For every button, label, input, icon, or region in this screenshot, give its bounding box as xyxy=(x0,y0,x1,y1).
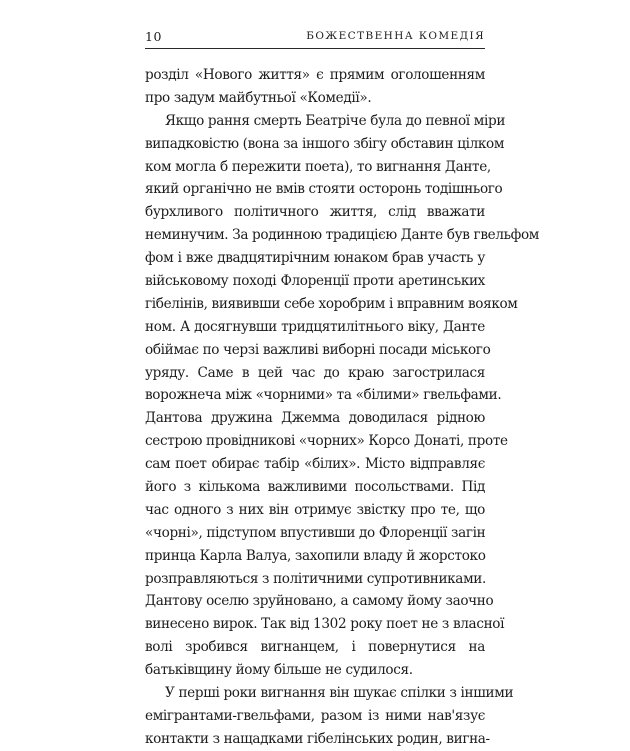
text-line: військовому поході Флоренції проти аретинських xyxy=(145,273,485,290)
text-line: гібелінів, виявивши себе хоробрим і вправним вояком xyxy=(145,295,518,312)
text-line: емігрантами-гвельфами, разом із ними нав'язує xyxy=(145,707,485,724)
text-line: бурхливого політичного життя, слід вважати xyxy=(145,204,485,221)
text-line: обіймає по черзі важливі виборні посади міського xyxy=(145,341,491,358)
body-text xyxy=(145,64,540,751)
text-line: випадковістю (вона за іншого збігу обставин цілком xyxy=(145,135,505,152)
text-line: розділ «Нового життя» є прямим оголошенням xyxy=(145,67,485,83)
text-line: уряду. Саме в цей час до краю загострилася xyxy=(145,364,485,381)
page-number: 10 xyxy=(145,29,162,44)
running-head xyxy=(145,26,485,49)
text-line: батьківщину йому більше не судилося. xyxy=(145,662,413,679)
text-line: сестрою провідникові «чорних» Корсо Донаті, проте xyxy=(145,433,508,450)
text-line: неминучим. За родинною традицією Данте був гвельфом xyxy=(145,227,540,244)
text-line: час одного з них він отримує звістку про те, що xyxy=(145,501,485,518)
text-line: його з кількома важливими посольствами. Під xyxy=(145,479,485,496)
text-line: ном. А досягнувши тридцятилітнього віку, Данте xyxy=(145,318,485,335)
text-line: волі зробився вигнанцем, і повернутися на xyxy=(145,639,485,656)
text-line: винесено вирок. Так від 1302 року поет не з власної xyxy=(145,616,505,633)
text-line: ком могла б пережити поета), то вигнання Данте, xyxy=(145,158,491,175)
text-line: У перші роки вигнання він шукає спілки з іншими xyxy=(165,685,514,702)
text-line: який органічно не вмів стояти осторонь тодішнього xyxy=(145,181,503,198)
text-line: фом і вже двадцятирічним юнаком брав участь у xyxy=(145,250,485,267)
text-line: Дантову оселю зруйновано, а самому йому заочно xyxy=(145,593,494,610)
text-line: сам поет обирає табір «білих». Місто відправляє xyxy=(145,456,485,473)
running-title: БОЖЕСТВЕННА КОМЕДІЯ xyxy=(306,30,485,42)
text-line: Дантова дружина Джемма доводилася рідною xyxy=(145,410,485,427)
text-line: розправляються з політичними супротивниками. xyxy=(145,570,486,587)
text-line: Якщо рання смерть Беатріче була до певної міри xyxy=(165,112,506,129)
text-line: ворожнеча між «чорними» та «білими» гвельфами. xyxy=(145,387,502,404)
text-line: «чорні», підступом впустивши до Флоренції загін xyxy=(145,524,486,541)
text-line: про задум майбутньої «Комедії». xyxy=(145,89,372,106)
text-line: принца Карла Валуа, захопили владу й жорстоко xyxy=(145,547,486,564)
text-line: контакти з нащадками гібелінських родин, вигна- xyxy=(145,730,490,747)
